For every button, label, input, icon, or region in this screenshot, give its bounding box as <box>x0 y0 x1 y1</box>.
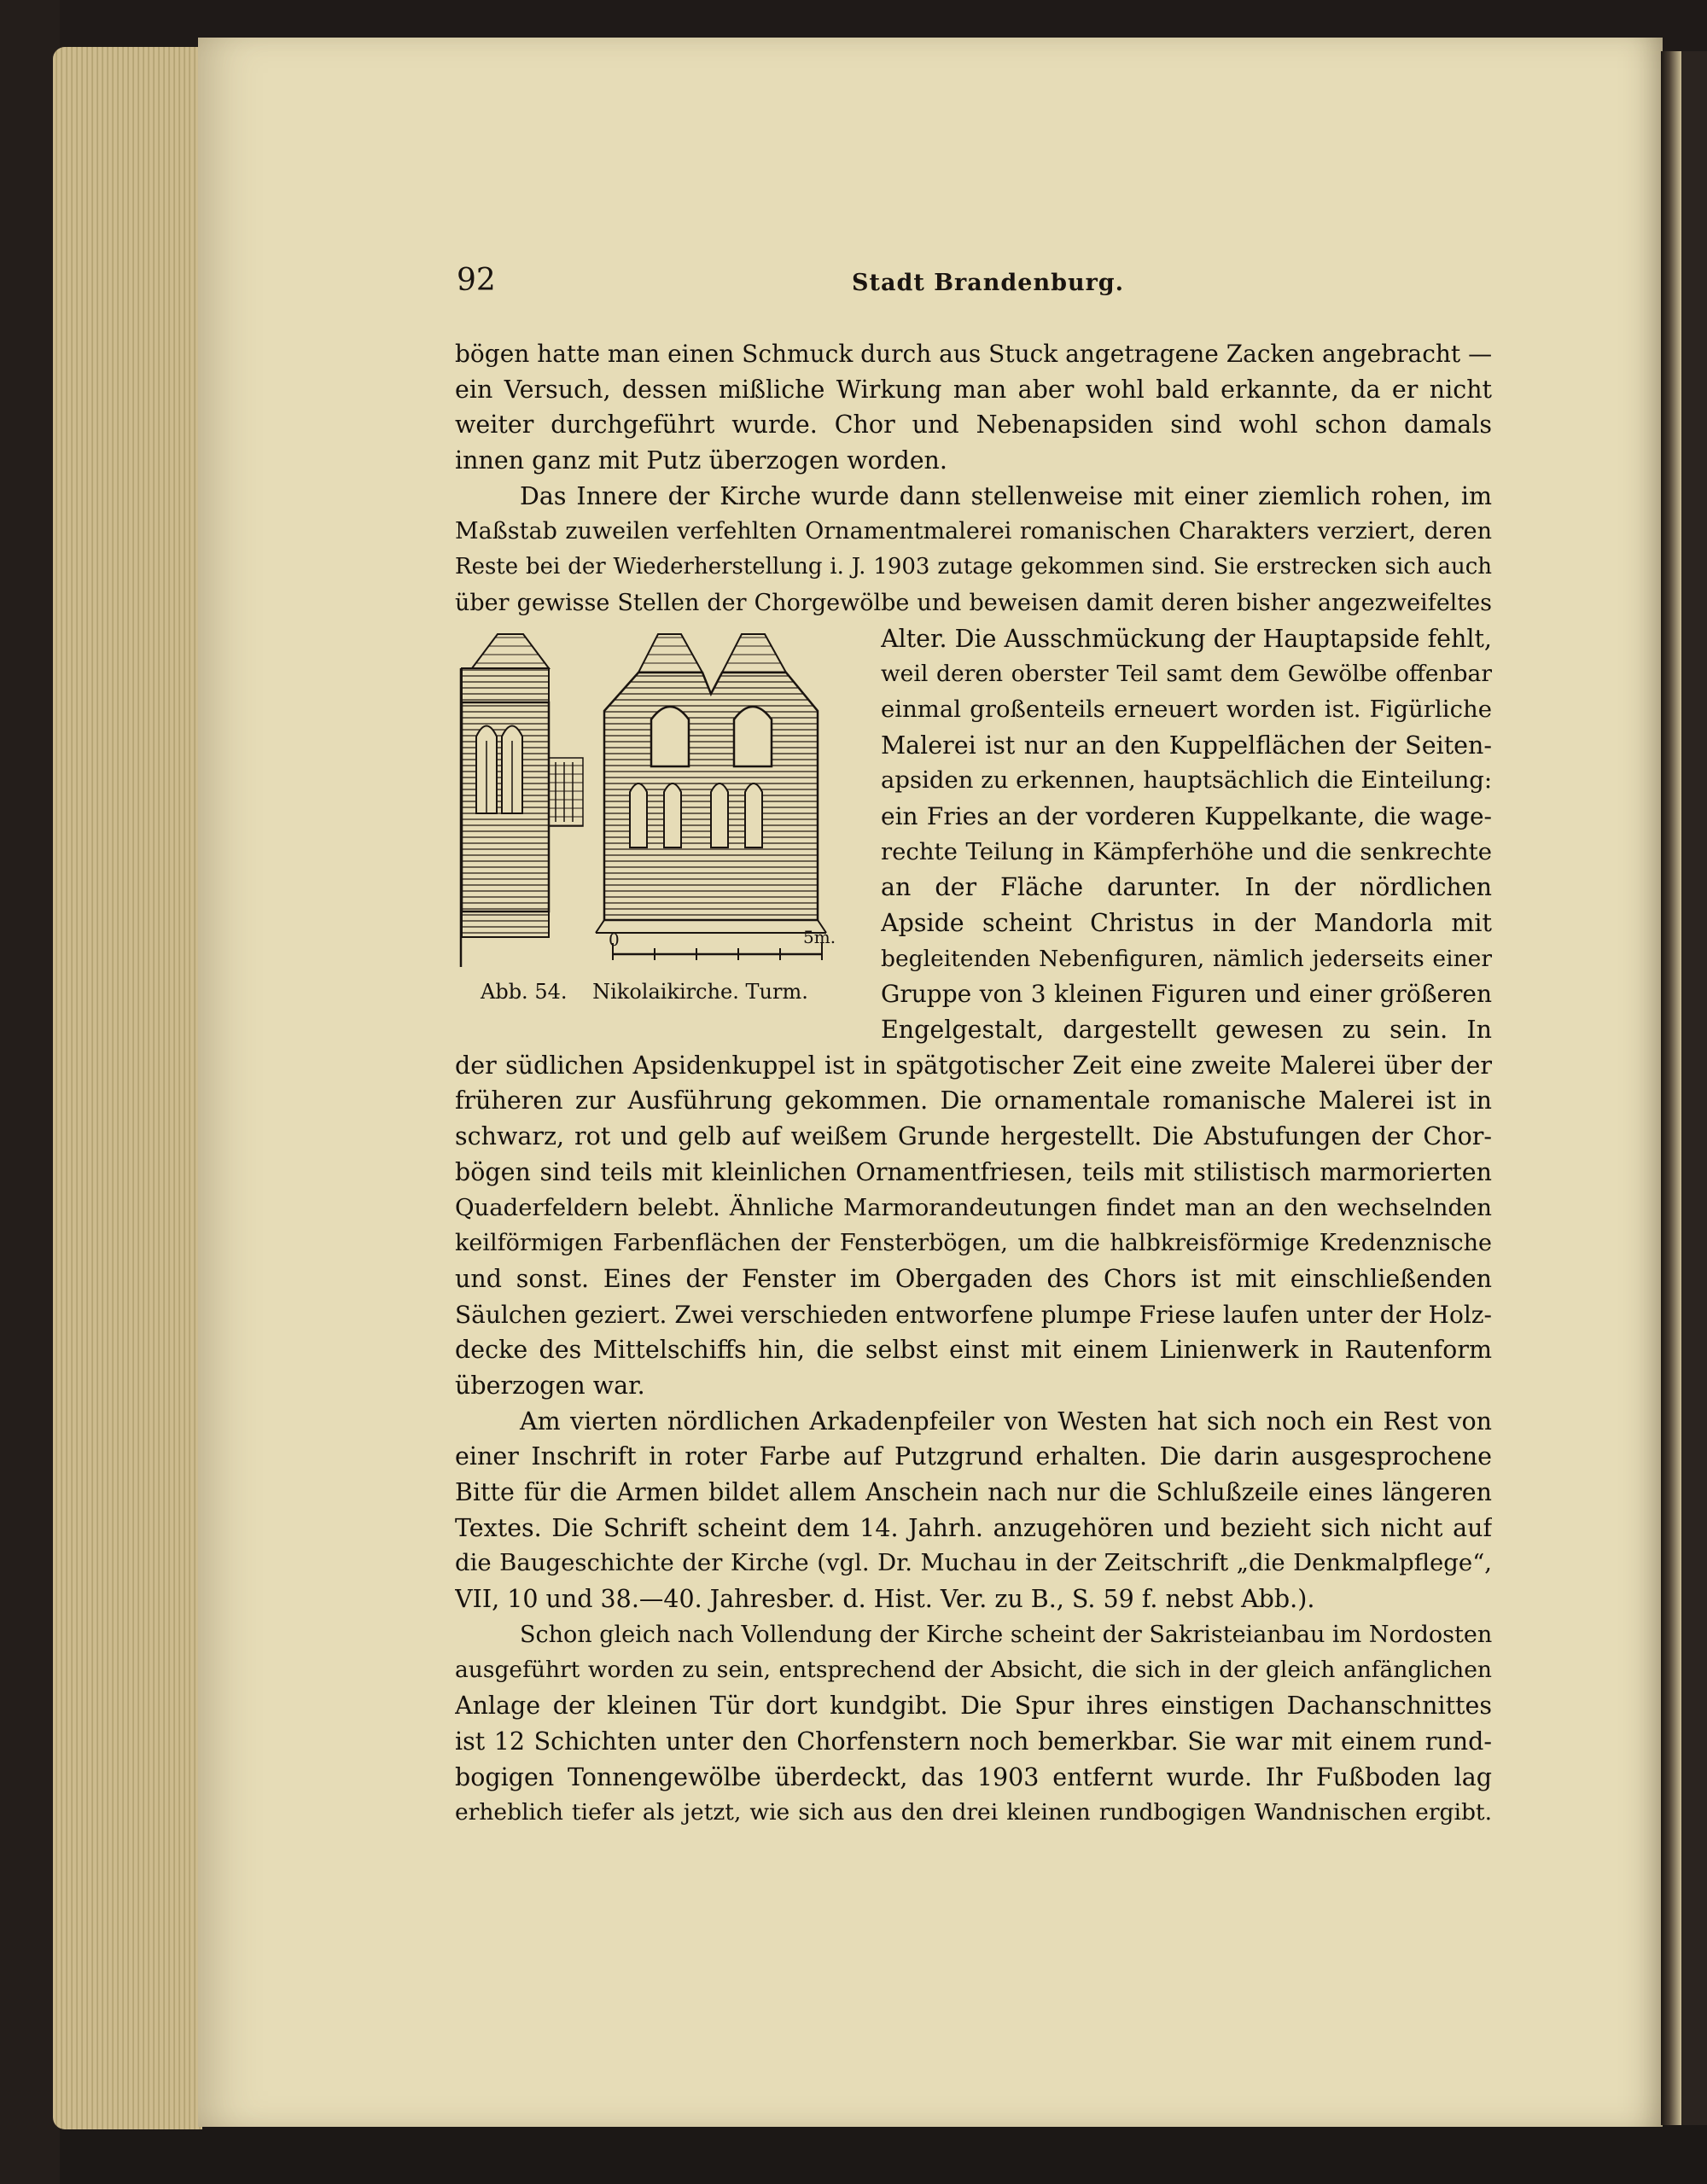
scale-start-label: 0 <box>609 929 620 950</box>
text-line: Reste bei der Wiederherstellung i. J. 1903 zutage gekommen sind. Sie erstrecken sich auch <box>455 554 1492 580</box>
text-line: decke des Mittelschiffs hin, die selbst einst mit einem Linienwerk in Rautenform <box>455 1336 1492 1365</box>
body-text <box>455 336 1492 1831</box>
figure-title: Nikolaikirche. Turm. <box>592 980 808 1004</box>
text-line: bogigen Tonnengewölbe überdeckt, das 1903 entfernt wurde. Ihr Fußboden lag <box>455 1762 1492 1791</box>
text-line: VII, 10 und 38.—40. Jahresber. d. Hist. Ver. zu B., S. 59 f. nebst Abb.). <box>455 1585 1315 1614</box>
text-line: apsiden zu erkennen, hauptsächlich die Einteilung: <box>881 766 1492 795</box>
text-line: begleitenden Nebenfiguren, nämlich jederseits einer <box>881 945 1492 972</box>
text-line: der südlichen Apsidenkuppel ist in spätgotischer Zeit eine zweite Malerei über der <box>455 1051 1492 1080</box>
text-line: Bitte für die Armen bildet allem Anschein nach nur die Schlußzeile eines längeren <box>455 1478 1492 1506</box>
text-line: weil deren oberster Teil samt dem Gewölbe offenbar <box>881 661 1492 688</box>
text-line: rechte Teilung in Kämpferhöhe und die senkrechte <box>881 837 1492 865</box>
text-line: über gewisse Stellen der Chorgewölbe und beweisen damit deren bisher angezweifeltes <box>455 589 1492 616</box>
text-line: bögen hatte man einen Schmuck durch aus Stuck angetragene Zacken angebracht — <box>455 340 1492 368</box>
page-edges <box>53 47 202 2129</box>
text-line: ein Versuch, dessen mißliche Wirkung man aber wohl bald erkannte, da er nicht <box>455 375 1492 404</box>
text-line: innen ganz mit Putz überzogen worden. <box>455 446 947 475</box>
text-line: Engelgestalt, dargestellt gewesen zu sein. In <box>881 1016 1492 1045</box>
book-cover-left <box>0 0 60 2184</box>
book-cover-bottom <box>0 2125 1707 2184</box>
text-line: Anlage der kleinen Tür dort kundgibt. Die Spur ihres einstigen Dachanschnittes <box>455 1692 1492 1721</box>
text-line: erheblich tiefer als jetzt, wie sich aus den drei kleinen rundbogigen Wandnischen ergibt. <box>455 1799 1492 1826</box>
text-line: Alter. Die Ausschmückung der Hauptapside fehlt, <box>881 624 1492 653</box>
text-line: und sonst. Eines der Fenster im Obergaden des Chors ist mit einschließenden <box>455 1264 1492 1293</box>
text-line: keilförmigen Farbenflächen der Fensterbögen, um die halbkreisförmige Kredenznische <box>455 1230 1492 1257</box>
figure-label: Abb. 54. <box>481 980 568 1004</box>
scale-end-label: 5m. <box>803 927 836 947</box>
text-line: einmal großenteils erneuert worden ist. Figürliche <box>881 695 1492 723</box>
paragraph-start-line: Das Innere der Kirche wurde dann stellenweise mit einer ziemlich rohen, im <box>520 481 1492 510</box>
text-line: an der Fläche darunter. In der nördlichen <box>881 873 1492 902</box>
page-title: Stadt Brandenburg. <box>852 270 1125 296</box>
text-line: Gruppe von 3 kleinen Figuren und einer größeren <box>881 980 1492 1009</box>
page-number: 92 <box>457 263 496 298</box>
text-line: schwarz, rot und gelb auf weißem Grunde hergestellt. Die Abstufungen der Chor- <box>455 1122 1492 1151</box>
text-line: die Baugeschichte der Kirche (vgl. Dr. Muchau in der Zeitschrift „die Denkmalpflege“, <box>455 1549 1492 1577</box>
paragraph-start-line: Schon gleich nach Vollendung der Kirche scheint der Sakristeianbau im Nordosten <box>520 1621 1492 1648</box>
text-line: ein Fries an der vorderen Kuppelkante, die wage- <box>881 801 1492 830</box>
text-line: ausgeführt worden zu sein, entsprechend der Absicht, die sich in der gleich anfänglichen <box>455 1657 1492 1684</box>
text-line: überzogen war. <box>455 1371 645 1400</box>
text-line: einer Inschrift in roter Farbe auf Putzgrund erhalten. Die darin ausgesprochene <box>455 1442 1492 1471</box>
text-line: ist 12 Schichten unter den Chorfenstern noch bemerkbar. Sie war mit einem rund- <box>455 1727 1492 1756</box>
text-line: früheren zur Ausführung gekommen. Die ornamentale romanische Malerei ist in <box>455 1086 1492 1115</box>
facing-page-edge <box>1661 51 1681 2125</box>
text-line: Quaderfeldern belebt. Ähnliche Marmorandeutungen findet man an den wechselnden <box>455 1193 1492 1221</box>
text-line: Säulchen geziert. Zwei verschieden entworfene plumpe Friese laufen unter der Holz- <box>455 1300 1492 1329</box>
text-line: Apside scheint Christus in der Mandorla mit <box>881 909 1492 937</box>
text-line: Textes. Die Schrift scheint dem 14. Jahrh. anzugehören und bezieht sich nicht auf <box>455 1513 1492 1542</box>
text-line: bögen sind teils mit kleinlichen Ornamentfriesen, teils mit stilistisch marmorierten <box>455 1157 1492 1186</box>
text-line: Malerei ist nur an den Kuppelflächen der Seiten- <box>881 731 1492 760</box>
text-line: Maßstab zuweilen verfehlten Ornamentmalerei romanischen Charakters verziert, deren <box>455 518 1492 545</box>
paragraph-start-line: Am vierten nördlichen Arkadenpfeiler von Westen hat sich noch ein Rest von <box>520 1406 1492 1436</box>
running-head <box>457 263 1125 306</box>
text-line: weiter durchgeführt wurde. Chor und Nebenapsiden sind wohl schon damals <box>455 411 1492 440</box>
